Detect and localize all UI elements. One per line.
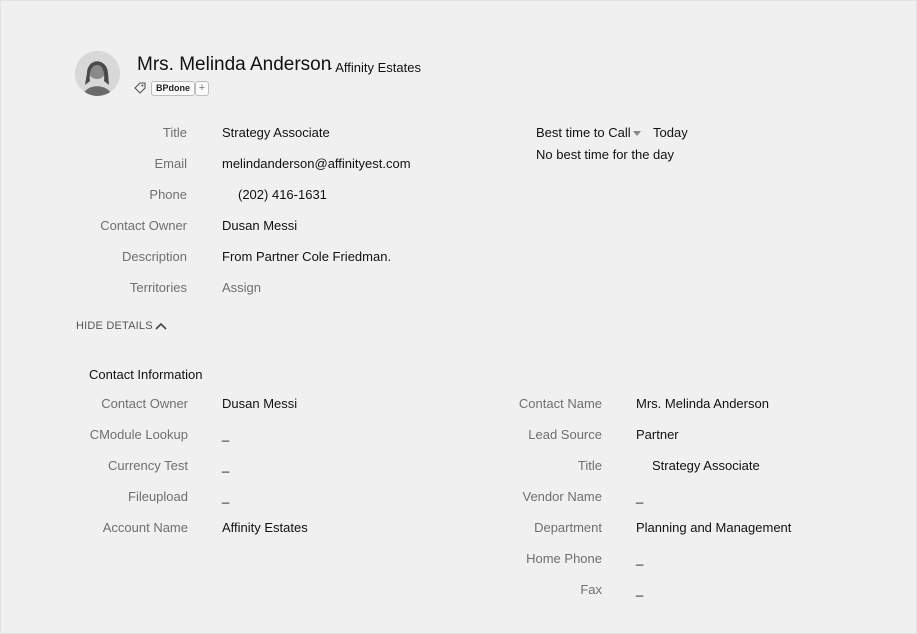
best-time-message: No best time for the day <box>536 147 675 162</box>
field-label: Territories <box>129 280 187 295</box>
field-label: Contact Name <box>518 396 602 411</box>
field-label: Vendor Name <box>522 489 602 504</box>
field-label: CModule Lookup <box>89 427 188 442</box>
account-name-link[interactable]: Affinity Estates <box>222 520 308 535</box>
avatar[interactable] <box>75 51 120 96</box>
field-value[interactable]: _ <box>636 582 644 597</box>
hide-details-toggle[interactable]: HIDE DETAILS <box>76 320 153 332</box>
field-value[interactable]: _ <box>636 551 644 566</box>
field-value[interactable]: Partner <box>636 427 679 442</box>
field-value[interactable]: Dusan Messi <box>222 396 298 411</box>
field-value[interactable]: _ <box>222 427 230 442</box>
field-label: Lead Source <box>528 427 602 442</box>
field-label: Fax <box>580 582 602 597</box>
field-label: Contact Owner <box>101 396 188 411</box>
field-value[interactable]: _ <box>222 458 230 473</box>
assign-territory-link[interactable]: Assign <box>222 280 262 295</box>
caret-down-icon[interactable] <box>633 131 641 136</box>
best-time-dropdown[interactable]: Best time to Call <box>536 125 631 140</box>
field-label: Phone <box>149 187 187 202</box>
field-value[interactable]: Strategy Associate <box>652 458 760 473</box>
field-label: Account Name <box>102 520 188 535</box>
section-title: Contact Information <box>89 367 203 382</box>
chevron-up-icon[interactable] <box>155 321 167 331</box>
add-tag-button[interactable]: + <box>195 81 209 96</box>
tag-badge[interactable]: BPdone <box>151 81 195 96</box>
field-value[interactable]: _ <box>222 489 230 504</box>
tag-icon[interactable] <box>134 82 146 94</box>
field-label: Department <box>534 520 602 535</box>
field-value[interactable]: From Partner Cole Friedman. <box>222 249 392 264</box>
field-label: Title <box>577 458 602 473</box>
email-link[interactable]: melindanderson@affinityest.com <box>222 156 411 171</box>
field-label: Currency Test <box>108 458 188 473</box>
phone-link[interactable]: (202) 416-1631 <box>238 187 327 202</box>
field-label: Fileupload <box>128 489 188 504</box>
field-value[interactable]: Planning and Management <box>636 520 792 535</box>
field-label: Email <box>154 156 187 171</box>
field-label: Contact Owner <box>100 218 187 233</box>
field-value[interactable]: Strategy Associate <box>222 125 330 140</box>
field-value[interactable]: _ <box>636 489 644 504</box>
field-label: Description <box>121 249 187 264</box>
account-link[interactable]: - Affinity Estates <box>328 60 421 75</box>
field-label: Home Phone <box>526 551 602 566</box>
field-label: Title <box>162 125 187 140</box>
field-value[interactable]: Dusan Messi <box>222 218 298 233</box>
best-time-day: Today <box>653 125 688 140</box>
contact-name: Mrs. Melinda Anderson <box>137 54 332 75</box>
field-value[interactable]: Mrs. Melinda Anderson <box>636 396 769 411</box>
